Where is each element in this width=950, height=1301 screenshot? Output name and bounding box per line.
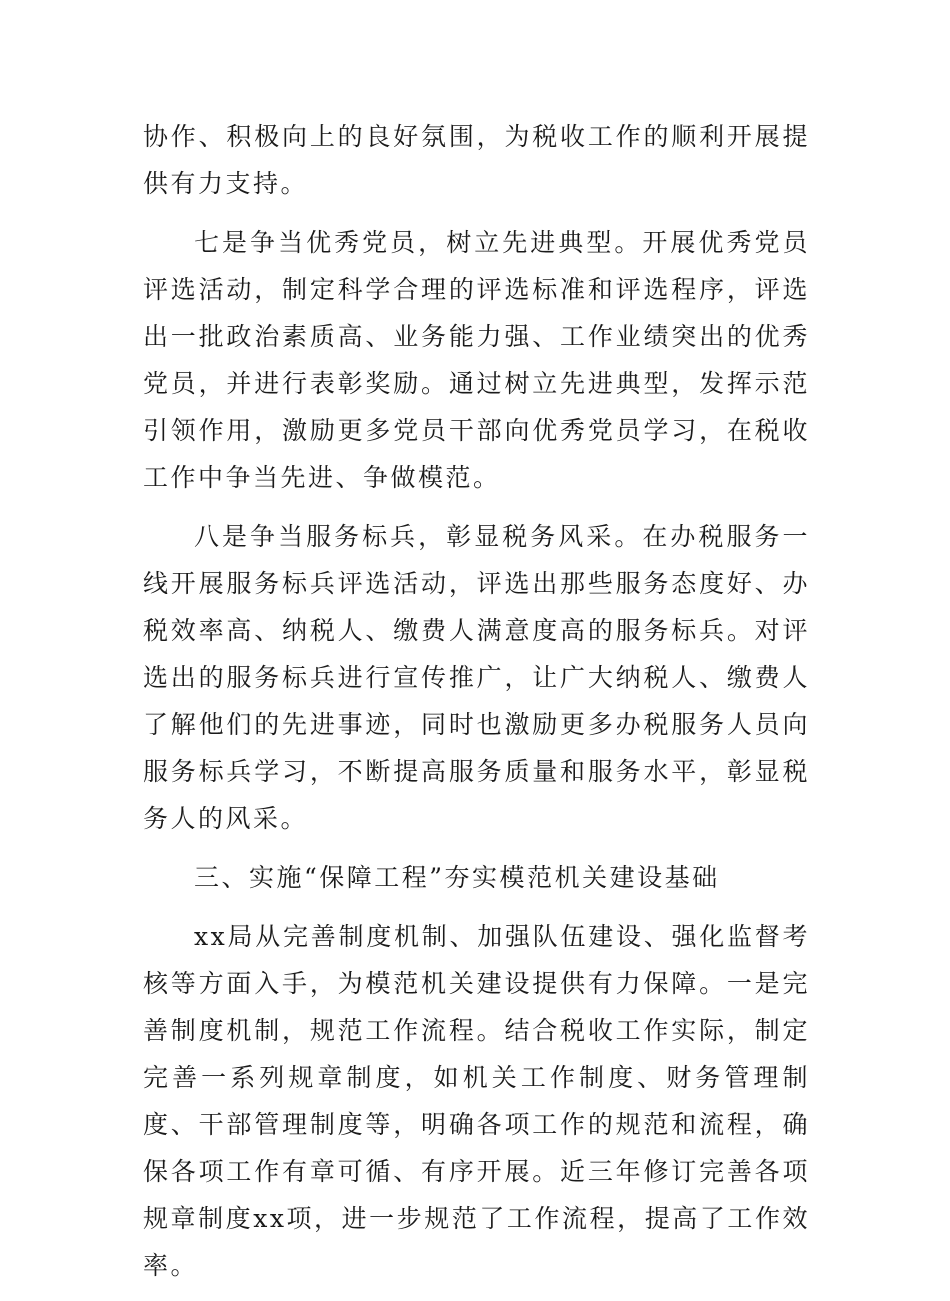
document-body <box>143 113 810 1301</box>
paragraph-service-model: 八是争当服务标兵，彰显税务风采。在办税服务一线开展服务标兵评选活动，评选出那些服务态度好、办税效率高、纳税人、缴费人满意度高的服务标兵。对评选出的服务标兵进行宣传推广，让广大纳税人、缴费人了解他们的先进事迹，同时也激励更多办税服务人员向服务标兵学习，不断提高服务质量和服务水平，彰显税务人的风采。 <box>143 522 810 833</box>
paragraph-continuation: 协作、积极向上的良好氛围，为税收工作的顺利开展提供有力支持。 <box>143 122 810 198</box>
paragraph-excellent-party-member: 七是争当优秀党员，树立先进典型。开展优秀党员评选活动，制定科学合理的评选标准和评选程序，评选出一批政治素质高、业务能力强、工作业绩突出的优秀党员，并进行表彰奖励。通过树立先进典型，发挥示范引领作用，激励更多党员干部向优秀党员学习，在税收工作中争当先进、争做模范。 <box>143 228 810 492</box>
section-heading-guarantee-project: 三、实施“保障工程”夯实模范机关建设基础 <box>194 863 720 892</box>
paragraph-guarantee-measures: xx局从完善制度机制、加强队伍建设、强化监督考核等方面入手，为模范机关建设提供有力保障。一是完善制度机制，规范工作流程。结合税收工作实际，制定完善一系列规章制度，如机关工作制度、财务管理制度、干部管理制度等，明确各项工作的规范和流程，确保各项工作有章可循、有序开展。近三年修订完善各项规章制度xx项，进一步规范了工作流程，提高了工作效率。 <box>143 922 810 1280</box>
